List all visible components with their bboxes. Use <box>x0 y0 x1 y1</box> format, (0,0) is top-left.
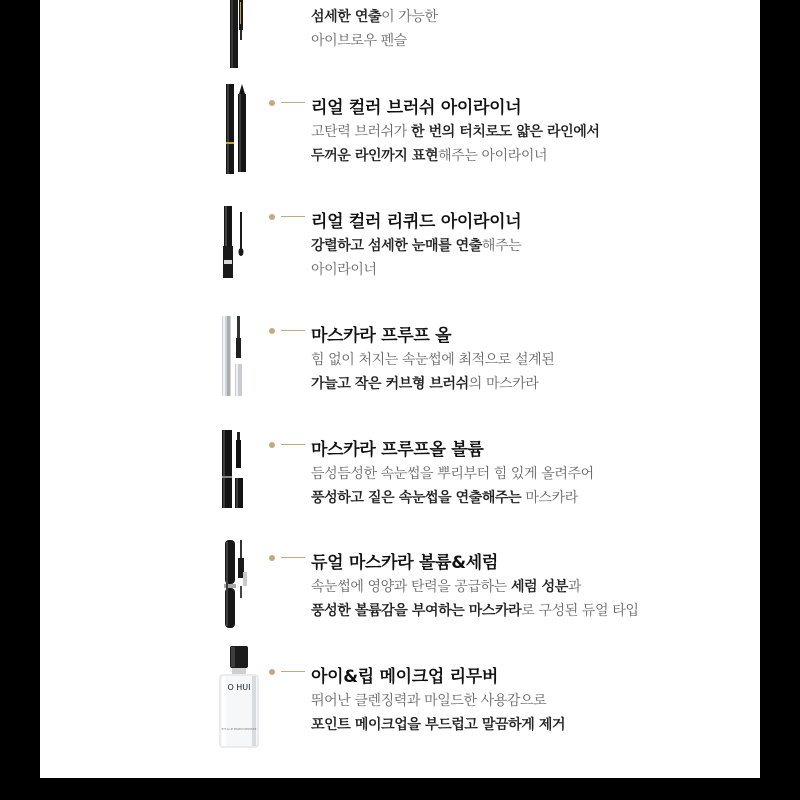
desc-seg: 속눈썹에 영양과 탄력을 공급하는 <box>311 579 511 595</box>
bullet-dot <box>269 442 275 448</box>
bullet-dash <box>281 671 305 672</box>
product-desc-line <box>311 600 638 620</box>
bullet-dash <box>281 102 305 103</box>
desc-seg: 아이라이너 <box>311 262 377 278</box>
desc-seg-bold: 한 번의 터치로도 얇은 라인에서 <box>410 124 600 140</box>
product-title: 마스카라 프루프올 볼륨 <box>311 440 484 460</box>
bullet-dot <box>269 328 275 334</box>
desc-seg: 의 마스카라 <box>468 376 539 392</box>
product-desc-line <box>311 235 521 255</box>
product-desc-line <box>311 714 565 734</box>
desc-seg: 해주는 <box>481 238 522 254</box>
desc-seg: 로 구성된 듀얼 타입 <box>521 603 639 619</box>
desc-seg: 마스카라 <box>521 490 578 506</box>
product-list-panel <box>40 0 760 778</box>
product-title: 아이&립 메이크업 리무버 <box>311 667 498 687</box>
makeup-remover-bottle-image <box>216 646 264 750</box>
product-desc-line <box>311 463 594 483</box>
desc-seg: 이 가능한 <box>381 9 438 25</box>
mascara-proof-all-image <box>216 316 256 398</box>
eyebrow-pencil-image <box>216 0 256 70</box>
desc-seg: 해주는 아이라이너 <box>438 148 548 164</box>
bullet-dot <box>269 555 275 561</box>
desc-seg: 고탄력 브러쉬가 <box>311 124 411 140</box>
product-desc-line <box>311 487 578 507</box>
product-title: 마스카라 프루프 올 <box>311 326 452 346</box>
product-desc-line <box>311 121 599 141</box>
bullet-dot <box>269 100 275 106</box>
desc-seg: 힘 없이 처지는 속눈썹에 최적으로 설계된 <box>311 352 555 368</box>
product-desc-line <box>311 690 546 710</box>
product-title: 리얼 컬러 리퀴드 아이라이너 <box>311 212 522 232</box>
bottle-brand-label: O HUI <box>227 683 251 692</box>
bullet-dot <box>269 669 275 675</box>
desc-seg-bold: 두꺼운 라인까지 표현 <box>311 148 439 164</box>
product-title: 듀얼 마스카라 볼륨&세럼 <box>311 553 498 573</box>
desc-seg: 뛰어난 클렌징력과 마일드한 사용감으로 <box>311 693 547 709</box>
liquid-eyeliner-image <box>216 206 256 280</box>
bullet-dash <box>281 557 305 558</box>
product-title: 리얼 컬러 브러쉬 아이라이너 <box>311 98 522 118</box>
product-desc-line <box>311 6 438 26</box>
product-desc-line <box>311 259 377 279</box>
product-desc-line <box>311 349 554 369</box>
mascara-volume-image <box>216 430 256 510</box>
desc-seg: 아이브로우 펜슬 <box>311 33 407 49</box>
desc-seg-bold: 풍성한 볼륨감을 부여하는 마스카라 <box>311 603 522 619</box>
desc-seg-bold: 강렬하고 섬세한 눈매를 연출 <box>311 238 482 254</box>
dual-mascara-image <box>216 540 256 630</box>
bullet-dash <box>281 216 305 217</box>
product-desc-line <box>311 30 407 50</box>
desc-seg-bold: 포인트 메이크업을 부드럽고 말끔하게 제거 <box>311 717 566 733</box>
desc-seg-bold: 풍성하고 짙은 속눈썹을 연출해주는 <box>311 490 522 506</box>
desc-seg: 섬세한 연출 <box>311 9 382 25</box>
desc-seg: 과 <box>567 579 582 595</box>
desc-seg: 듬성듬성한 속눈썹을 뿌리부터 힘 있게 올려주어 <box>311 466 594 482</box>
product-desc-line <box>311 373 538 393</box>
product-desc-line <box>311 145 547 165</box>
desc-seg-bold: 가늘고 작은 커브형 브러쉬 <box>311 376 469 392</box>
brush-eyeliner-image <box>216 84 256 176</box>
bottle-small-label: EYE & LIP MAKEUP REMOVER <box>221 728 257 731</box>
bullet-dash <box>281 330 305 331</box>
product-desc-line <box>311 576 581 596</box>
bullet-dot <box>269 214 275 220</box>
desc-seg-bold: 세럼 성분 <box>510 579 568 595</box>
bullet-dash <box>281 444 305 445</box>
